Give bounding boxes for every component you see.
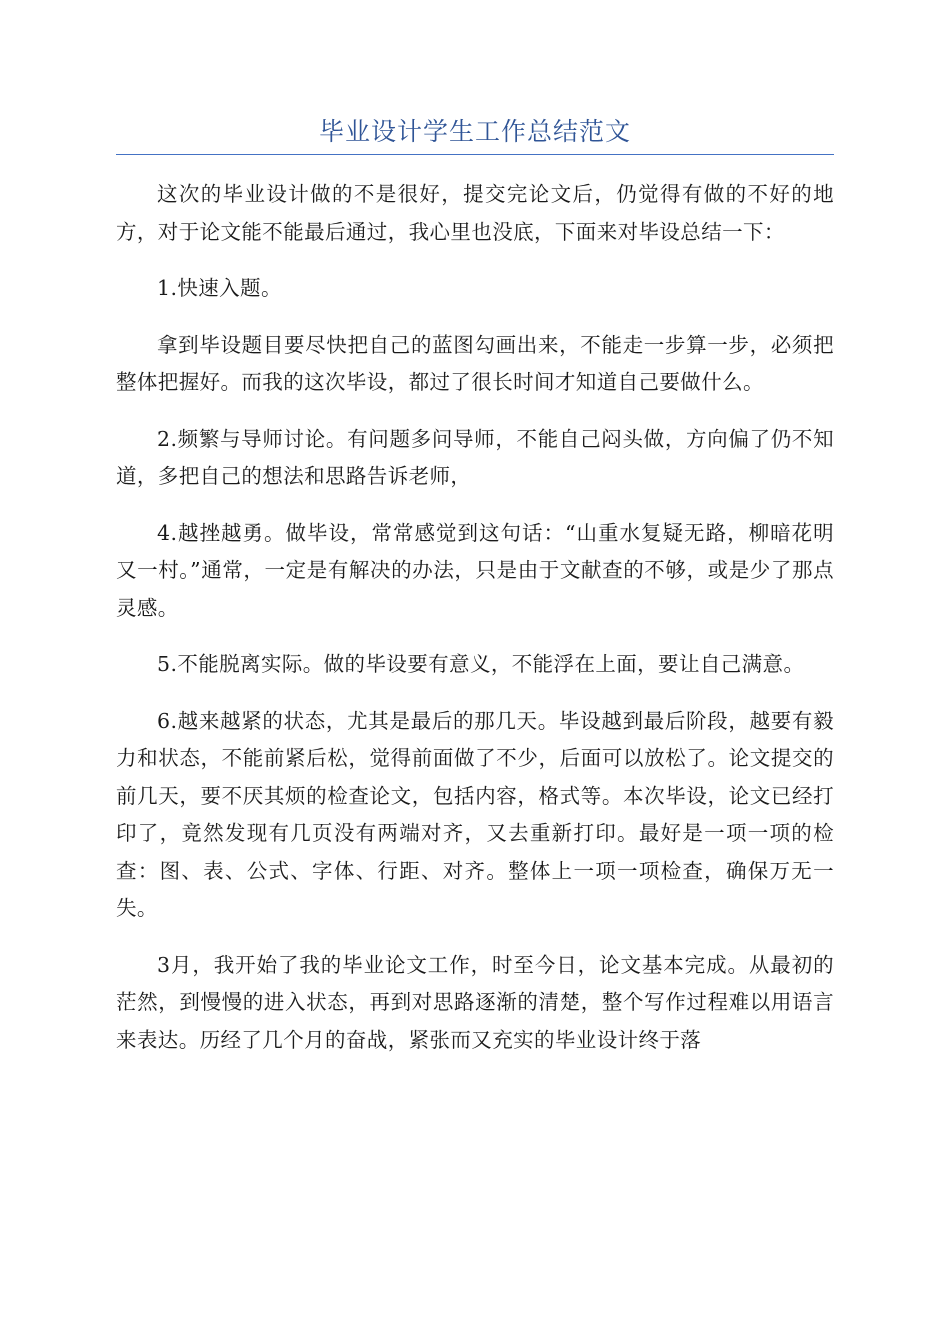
paragraph-point-6: 6.越来越紧的状态，尤其是最后的那几天。毕设越到最后阶段，越要有毅力和状态，不能前紧后松，觉得前面做了不少，后面可以放松了。论文提交的前几天，要不厌其烦的检查论文，包括内容，格式等。本次毕设，论文已经打印了，竟然发现有几页没有两端对齐，又去重新打印。最好是一项一项的检查：图、表、公式、字体、行距、对齐。整体上一项一项检查，确保万无一失。 <box>116 708 834 920</box>
paragraph-march: 3月，我开始了我的毕业论文工作，时至今日，论文基本完成。从最初的茫然，到慢慢的进入状态，再到对思路逐渐的清楚，整个写作过程难以用语言来表达。历经了几个月的奋战，紧张而又充实的毕业设计终于落 <box>116 952 834 1052</box>
title-underline <box>116 154 834 155</box>
paragraph-point-2: 2.频繁与导师讨论。有问题多问导师，不能自己闷头做，方向偏了仍不知道，多把自己的想法和思路告诉老师， <box>116 426 834 488</box>
paragraph-point-1-body: 拿到毕设题目要尽快把自己的蓝图勾画出来，不能走一步算一步，必须把整体把握好。而我的这次毕设，都过了很长时间才知道自己要做什么。 <box>116 332 834 394</box>
paragraph-point-5: 5.不能脱离实际。做的毕设要有意义，不能浮在上面，要让自己满意。 <box>157 652 805 676</box>
document-title: 毕业设计学生工作总结范文 <box>318 117 631 146</box>
document-body <box>116 176 834 1078</box>
paragraph-intro: 这次的毕业设计做的不是很好，提交完论文后，仍觉得有做的不好的地方，对于论文能不能最后通过，我心里也没底，下面来对毕设总结一下： <box>116 182 834 244</box>
paragraph-point-1-heading: 1.快速入题。 <box>157 276 282 300</box>
paragraph-point-4: 4.越挫越勇。做毕设，常常感觉到这句话：“山重水复疑无路，柳暗花明又一村。”通常，一定是有解决的办法，只是由于文献查的不够，或是少了那点灵感。 <box>116 520 834 620</box>
